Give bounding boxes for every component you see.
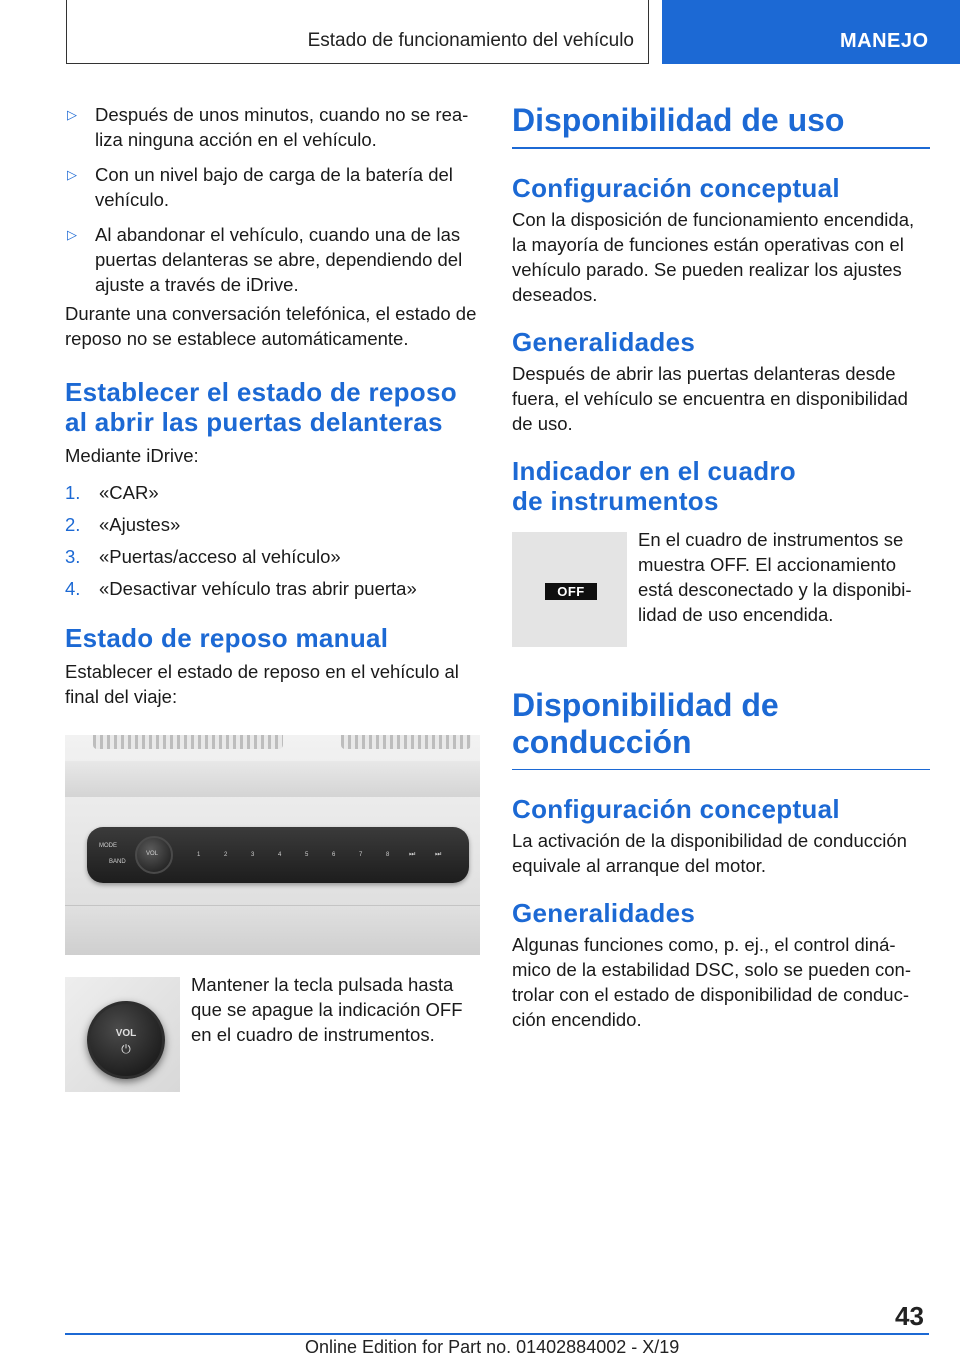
- volume-knob: VOL ⏻: [87, 1001, 165, 1079]
- left-column: [65, 102, 480, 1092]
- header-frame: [66, 0, 649, 64]
- console-volume-knob: VOL: [135, 836, 173, 874]
- knob-caption: Mantener la tecla pulsada hasta que se apague la indicación OFF en el cuadro de instrumentos.: [191, 974, 463, 1045]
- skip-back-icon: ⏭: [435, 851, 442, 858]
- idrive-intro: Mediante iDrive:: [65, 445, 199, 466]
- step-item: 1. «CAR»: [65, 482, 159, 503]
- instrument-cluster-photo: [512, 532, 627, 647]
- config-b-text: La activación de la disponibilidad de conducción equivale al arranque del motor.: [512, 830, 907, 876]
- config-a-text: Con la disposición de funcionamiento encendida, la mayoría de funciones están operativas con el vehículo parado. Se pueden realizar los ajustes deseados.: [512, 208, 915, 305]
- generalidades-b-text: Algunas funciones como, p. ej., el control diná-mico de la estabilidad DSC, solo se pueden con-trolar con el estado de disponibilidad de conduc-ción encendido.: [512, 934, 912, 1030]
- volume-knob-photo: [65, 977, 180, 1092]
- power-icon: ⏻: [121, 1042, 131, 1056]
- bullet-item: ▷ Con un nivel bajo de carga de la batería del vehículo.: [67, 164, 453, 210]
- section-title: Estado de funcionamiento del vehículo: [307, 30, 634, 51]
- bullet-item: ▷ Después de unos minutos, cuando no se rea-liza ninguna acción en el vehículo.: [67, 104, 469, 150]
- heading-config-b: Configuración conceptual: [512, 794, 840, 824]
- triangle-bullet-icon: ▷: [67, 167, 77, 182]
- page-number: 43: [895, 1301, 924, 1331]
- heading-generalidades-b: Generalidades: [512, 898, 696, 928]
- right-column: [512, 102, 930, 1032]
- heading-disponibilidad-uso: Disponibilidad de uso: [512, 102, 845, 138]
- step-item: 4. «Desactivar vehículo tras abrir puerta»: [65, 578, 417, 599]
- generalidades-a-text: Después de abrir las puertas delanteras desde fuera, el vehículo se encuentra en disponibilidad de uso.: [512, 362, 908, 434]
- heading-rule: [512, 147, 930, 149]
- heading-rule: [512, 769, 930, 771]
- heading-config-a: Configuración conceptual: [512, 172, 840, 203]
- indicador-text: En el cuadro de instrumentos se muestra OFF. El accionamiento está desconectado y la disponibi-lidad de uso encendida.: [638, 528, 912, 625]
- console-photo: [65, 735, 480, 955]
- off-block: [512, 528, 930, 647]
- bullet-item: ▷ Al abandonar el vehículo, cuando una de las puertas delanteras se abre, dependiendo del ajuste a través de iDrive.: [67, 224, 463, 295]
- reposo-manual-text: Establecer el estado de reposo en el vehículo al final del viaje:: [65, 661, 459, 707]
- step-item: 3. «Puertas/acceso al vehículo»: [65, 546, 341, 567]
- knob-block: [65, 974, 480, 1092]
- heading-reposo-puertas: Establecer el estado de reposo al abrir las puertas delanteras: [65, 377, 457, 437]
- triangle-bullet-icon: ▷: [67, 107, 77, 122]
- radio-panel: MODE BAND VOL 1 2 3 4 5 6 7 8 ⏭ ⏭: [87, 827, 469, 883]
- chapter-label: MANEJO: [840, 30, 929, 52]
- edition-text: Online Edition for Part no. 01402884002 - X/19: [305, 1337, 680, 1357]
- triangle-bullet-icon: ▷: [67, 227, 77, 242]
- heading-generalidades-a: Generalidades: [512, 326, 696, 357]
- heading-indicador: Indicador en el cuadro de instrumentos: [512, 455, 796, 516]
- skip-forward-icon: ⏭: [409, 851, 416, 858]
- heading-disponibilidad-conduccion: Disponibilidad de conducción: [512, 686, 779, 760]
- note-text: Durante una conversación telefónica, el estado de reposo no se establece automáticamente.: [65, 303, 477, 349]
- footer-rule: [65, 1333, 929, 1335]
- off-indicator: OFF: [545, 583, 597, 600]
- heading-reposo-manual: Estado de reposo manual: [65, 623, 389, 653]
- step-item: 2. «Ajustes»: [65, 514, 181, 535]
